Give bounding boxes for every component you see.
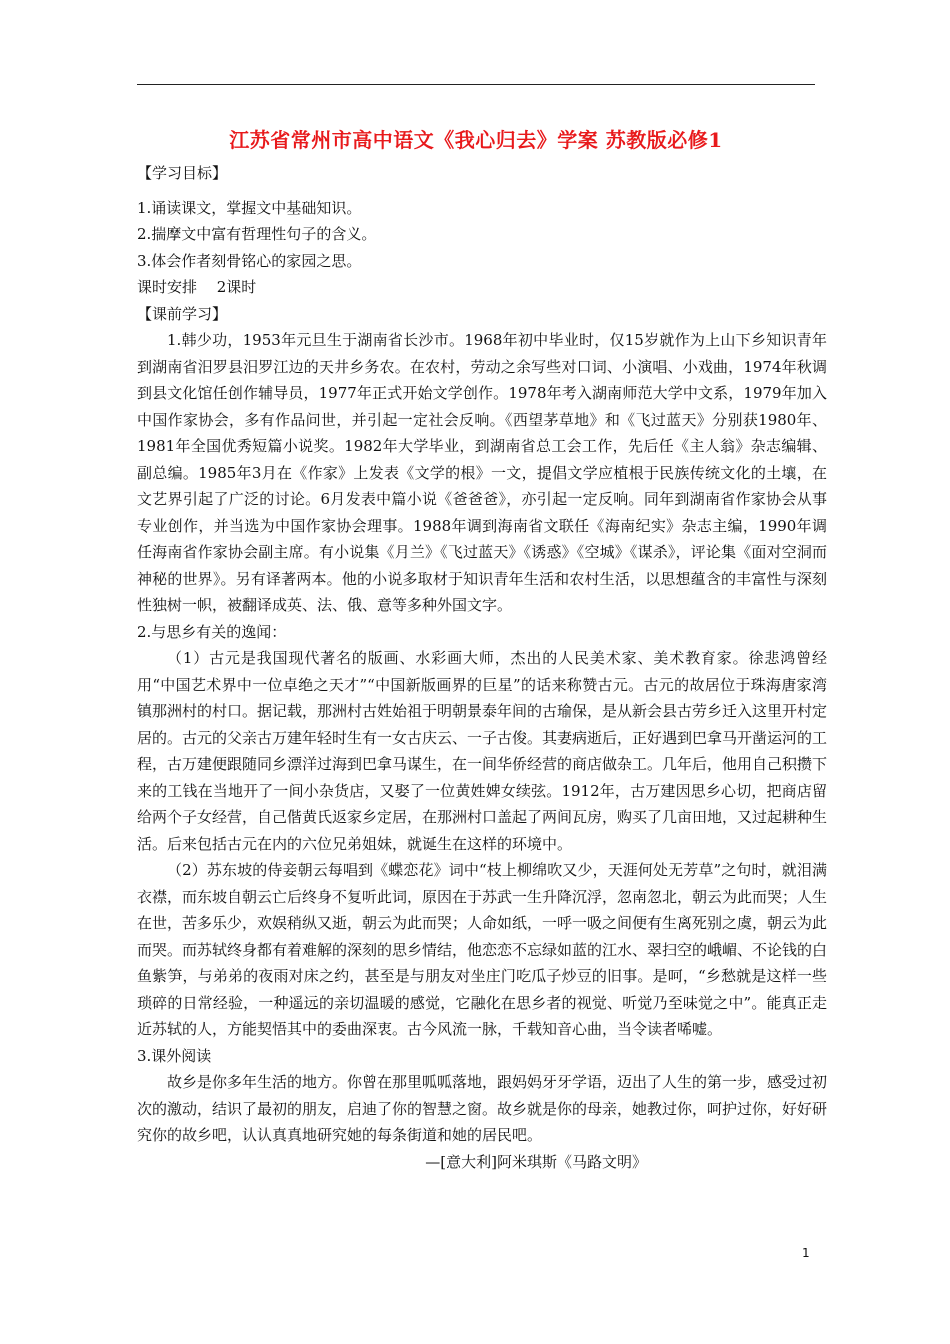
reading-heading: 3.课外阅读: [137, 1046, 212, 1065]
page-number: 1: [802, 1246, 810, 1260]
anecdotes-heading: 2.与思乡有关的逸闻：: [137, 622, 287, 641]
schedule-line: 课时安排 2课时: [137, 278, 257, 296]
author-bio-paragraph: 1.韩少功，1953年元旦生于湖南省长沙市。1968年初中毕业时，仅15岁就作为上山下乡知识青年到湖南省汨罗县汨罗江边的天井乡务农。在农村，劳动之余写些对口词、小演唱、小戏曲，1974年秋调到县文化馆任创作辅导员，1977年正式开始文学创作。1978年考入湖南师范大学中文系，1979年加入中国作家协会，多有作品问世，并引起一定社会反响。《西望茅草地》和《飞过蓝天》分别获1980年、1981年全国优秀短篇小说奖。1982年大学毕业，到湖南省总工会工作，先后任《主人翁》杂志编辑、副总编。1985年3月在《作家》上发表《文学的根》一文，提倡文学应植根于民族传统文化的土壤，在文艺界引起了广泛的讨论。6月发表中篇小说《爸爸爸》，亦引起一定反响。同年到湖南省作家协会从事专业创作，并当选为中国作家协会理事。1988年调到海南省文联任《海南纪实》杂志主编，1990年调任海南省作家协会副主席。有小说集《月兰》《飞过蓝天》《诱惑》《空城》《谋杀》，评论集《面对空洞而神秘的世界》。另有译著两本。他的小说多取材于知识青年生活和农村生活，以思想蕴含的丰富性与深刻性独树一帜，被翻译成英、法、俄、意等多种外国文字。: [137, 331, 827, 614]
header-rule: [137, 84, 815, 85]
goals-heading: 【学习目标】: [137, 164, 228, 182]
goal-item: 1.诵读课文，掌握文中基础知识。: [137, 198, 362, 217]
anecdote-paragraph-2: （2）苏东坡的侍妾朝云每唱到《蝶恋花》词中“枝上柳绵吹又少，天涯何处无芳草”之句时，就泪满衣襟，而东坡自朝云亡后终身不复听此词，原因在于苏武一生升降沉浮，忽南忽北，朝云为此而哭；人生在世，苦多乐少，欢娱稍纵又逝，朝云为此而哭；人命如纸，一呼一吸之间便有生离死别之虞，朝云为此而哭。而苏轼终身都有着难解的深刻的思乡情结，他恋恋不忘绿如蓝的江水、翠扫空的峨嵋、不论钱的白鱼紫笋，与弟弟的夜雨对床之约，甚至是与朋友对坐庄门吃瓜子炒豆的旧事。是呵，“乡愁就是这样一些琐碎的日常经验，一种遥远的亲切温暖的感觉，它融化在思乡者的视觉、听觉乃至味觉之中”。能真正走近苏轼的人，方能契悟其中的委曲深衷。古今风流一脉，千载知音心曲，当令读者唏嘘。: [137, 861, 828, 1038]
reading-paragraph: 故乡是你多年生活的地方。你曾在那里呱呱落地，跟妈妈牙牙学语，迈出了人生的第一步，感受过初次的激动，结识了最初的朋友，启迪了你的智慧之窗。故乡就是你的母亲，她教过你，呵护过你，好好研究你的故乡吧，认认真真地研究她的每条街道和她的居民吧。: [137, 1073, 828, 1144]
anecdote-paragraph-1: （1）古元是我国现代著名的版画、水彩画大师，杰出的人民美术家、美术教育家。徐悲鸿曾经用“中国艺术界中一位卓绝之天才”“中国新版画界的巨星”的话来称赞古元。古元的故居位于珠海唐家湾镇那洲村的村口。据记载，那洲村古姓始祖于明朝景泰年间的古瑜保，是从新会县古劳乡迁入这里开村定居的。古元的父亲古万建年轻时生有一女古庆云、一子古俊。其妻病逝后，正好遇到巴拿马开凿运河的工程，古万建便跟随同乡漂洋过海到巴拿马谋生，在一间华侨经营的商店做杂工。几年后，他用自己积攒下来的工钱在当地开了一间小杂货店，又娶了一位黄姓婢女续弦。1912年，古万建因思乡心切，把商店留给两个子女经营，自己偕黄氏返家乡定居，在那洲村口盖起了两间瓦房，购买了几亩田地，又过起耕种生活。后来包括古元在内的六位兄弟姐妹，就诞生在这样的环境中。: [137, 649, 828, 853]
document-title: 江苏省常州市高中语文《我心归去》学案 苏教版必修1: [229, 128, 723, 152]
goal-item: 2.揣摩文中富有哲理性句子的含义。: [137, 225, 377, 243]
prestudy-heading: 【课前学习】: [137, 304, 228, 323]
reading-attribution: —[意大利]阿米琪斯《马路文明》: [425, 1152, 647, 1171]
document-body: [137, 160, 827, 1175]
goal-item: 3.体会作者刻骨铭心的家园之思。: [137, 251, 362, 270]
